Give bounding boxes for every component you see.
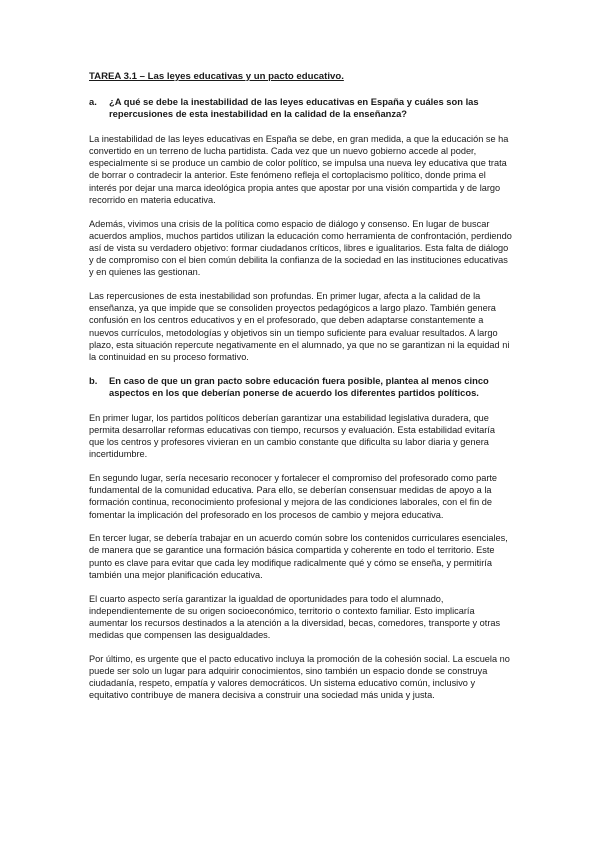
- question-a: [89, 96, 512, 121]
- question-a-letter: a.: [89, 96, 97, 107]
- answer-b-paragraph-2: En segundo lugar, sería necesario reconocer y fortalecer el compromiso del profesorado como parte fundamental de la comunidad educativa. Para ello, se deberían consensuar medidas de apoyo a la formación continua, reconocimiento profesional y mejora de las condiciones laborales, con el fin de fomentar la implicación del profesorado en los procesos de cambio y mejora educativa.: [89, 472, 498, 520]
- answer-b-paragraph-4: El cuarto aspecto sería garantizar la igualdad de oportunidades para todo el alumnado, independientemente de su origen socioeconómico, territorio o contexto familiar. Esto implicaría aumentar los recursos destinados a la atención a la diversidad, becas, comedores, transporte y otras medidas que compensen las desigualdades.: [89, 593, 501, 641]
- question-b: [89, 375, 512, 400]
- answer-b-paragraph-1: En primer lugar, los partidos políticos deberían garantizar una estabilidad legislativa duradera, que permita desarrollar reformas educativas con tiempo, recursos y evaluación. Esta estabilidad evitaría que los centros y profesores vivieran en un cambio constante que dificulta su labor diaria y genera incertidumbre.: [89, 412, 495, 460]
- answer-a-paragraph-3: Las repercusiones de esta inestabilidad son profundas. En primer lugar, afecta a la calidad de la enseñanza, ya que impide que se consoliden proyectos pedagógicos a largo plazo. También genera confusión en los centros educativos y en el profesorado, que deben adaptarse constantemente a nuevos currículos, metodologías y objetivos sin un tiempo suficiente para evaluar resultados. A largo plazo, esta situación repercute negativamente en el alumnado, ya que no se garantizan ni la equidad ni la continuidad en su proceso formativo.: [89, 291, 510, 363]
- answer-a-paragraph-1: La inestabilidad de las leyes educativas en España se debe, en gran medida, a que la educación se ha convertido en un terreno de lucha partidista. Cada vez que un nuevo gobierno accede al poder, especialmente si se produce un cambio de color político, se impulsa una nueva ley educativa que trata de borrar o contradecir la anterior. Este fenómeno refleja el cortoplacismo político, donde prima el interés por dejar una marca ideológica propia antes que apostar por una visión compartida y de largo recorrido en materia educativa.: [89, 133, 509, 205]
- document-title: TAREA 3.1 – Las leyes educativas y un pacto educativo.: [89, 71, 344, 82]
- question-b-letter: b.: [89, 374, 98, 386]
- question-b-text: En caso de que un gran pacto sobre educación fuera posible, plantea al menos cinco aspectos en los que deberían ponerse de acuerdo los diferentes partidos políticos.: [109, 374, 489, 399]
- question-a-text: ¿A qué se debe la inestabilidad de las leyes educativas en España y cuáles son las repercusiones de esta inestabilidad en la calidad de la enseñanza?: [109, 96, 479, 120]
- answer-a-paragraph-2: Además, vivimos una crisis de la política como espacio de diálogo y consenso. En lugar de buscar acuerdos amplios, muchos partidos utilizan la educación como herramienta de confrontación, perdiendo así de vista su verdadero objetivo: formar ciudadanos críticos, libres e igualitarios. Esta falta de diálogo y de compromiso con el bien común debilita la confianza de la sociedad en las instituciones educativas y en quienes las gestionan.: [89, 218, 512, 278]
- answer-b-paragraph-5: Por último, es urgente que el pacto educativo incluya la promoción de la cohesión social. La escuela no puede ser solo un lugar para adquirir conocimientos, sino también un espacio donde se construya ciudadanía, respeto, empatía y valores democráticos. Un sistema educativo común, inclusivo y equitativo contribuye de manera decisiva a construir una sociedad más unida y justa.: [89, 653, 510, 701]
- answer-b-paragraph-3: En tercer lugar, se debería trabajar en un acuerdo común sobre los contenidos curriculares esenciales, de manera que se garantice una formación básica compartida y coherente en todo el territorio. Este punto es clave para evitar que cada ley modifique radicalmente qué y cómo se enseña, y permitiría también una mejor planificación educativa.: [89, 533, 508, 580]
